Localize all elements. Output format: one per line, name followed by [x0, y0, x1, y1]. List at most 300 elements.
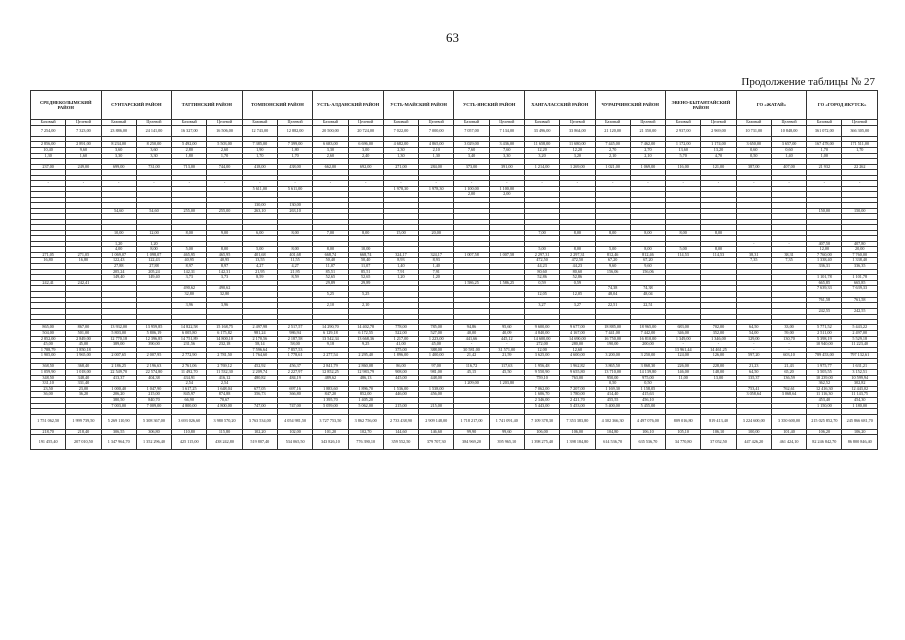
table-cell: 16,80	[66, 258, 101, 264]
table-cell: 142,31	[207, 269, 242, 275]
table-cell: 331,10	[31, 381, 66, 387]
table-cell: 785,00	[419, 325, 454, 331]
table-cell: 366,80	[277, 392, 312, 398]
table-cell: 102,70	[348, 429, 383, 435]
table-cell: -	[242, 181, 277, 187]
table-cell: 2 841,79	[313, 364, 348, 370]
table-cell: 9,60	[630, 264, 665, 270]
table-cell: 21,95	[242, 269, 277, 275]
table-cell: 191 455,40	[31, 435, 66, 450]
table-cell: 2 297,31	[560, 252, 595, 258]
table-cell: 8,97	[207, 264, 242, 270]
table-cell: 2,70	[595, 148, 630, 154]
table-cell: 5,00	[666, 247, 701, 253]
table-cell: 8,93	[419, 258, 454, 264]
table-cell: 226,00	[666, 364, 701, 370]
table-cell: 981,00	[419, 369, 454, 375]
table-cell: 759,10	[524, 375, 559, 381]
table-cell: 237,00	[31, 164, 66, 170]
table-cell: 11 143,75	[842, 392, 878, 398]
table-cell: 1,30	[419, 153, 454, 159]
table-cell: 1 395,70	[313, 398, 348, 404]
table-cell: 85,51	[348, 269, 383, 275]
table-cell: 13 959,85	[136, 325, 171, 331]
table-cell: 11 658,00	[524, 142, 559, 148]
table-cell: 306,80	[136, 429, 171, 435]
table-cell: 761,58	[842, 297, 878, 303]
table-cell: 50,40	[348, 258, 383, 264]
table-cell: 683,00	[666, 325, 701, 331]
table-cell: 10 848,00	[771, 126, 806, 137]
table-cell: 12,00	[136, 230, 171, 236]
table-cell: 1 217,00	[383, 336, 418, 342]
table-cell: 2 761,06	[172, 364, 207, 370]
table-cell: -	[383, 181, 418, 187]
table-cell: 1 741 091,40	[489, 414, 524, 429]
region-header: УСТЬ-АЛДАНСКИЙ РАЙОН	[313, 91, 384, 120]
table-cell: 271,00	[383, 164, 418, 170]
table-cell: 12 852,25	[313, 369, 348, 375]
table-cell: 534 065,50	[277, 435, 312, 450]
table-cell: 2 209,74	[242, 369, 277, 375]
table-cell: 150,00	[807, 208, 842, 214]
table-cell: 215,00	[383, 403, 418, 409]
table-cell: 407,50	[807, 241, 842, 247]
table-cell: -	[454, 342, 489, 348]
table-cell: 22 574,80	[136, 369, 171, 375]
table-cell: 242,41	[66, 280, 101, 286]
table-cell: 453,40	[807, 398, 842, 404]
table-cell: 20,00	[842, 247, 878, 253]
table-cell: 668,74	[348, 252, 383, 258]
table-cell: 231,56	[172, 342, 207, 348]
table-cell: 5 398,19	[807, 336, 842, 342]
table-cell: 418,00	[242, 164, 277, 170]
table-cell: 908,00	[383, 369, 418, 375]
table-cell: 11,55	[277, 258, 312, 264]
table-cell: 11,07	[348, 264, 383, 270]
table-cell: 3 029,00	[454, 142, 489, 148]
table-cell: 52,86	[524, 275, 559, 281]
table-cell: 10 239,00	[807, 375, 842, 381]
table-cell: 1 400,00	[419, 353, 454, 359]
table-cell: 5 611,00	[242, 186, 277, 192]
table-cell: 1,20	[101, 241, 136, 247]
table-cell: 3,20	[560, 153, 595, 159]
table-cell: 24 141,00	[136, 126, 171, 137]
table-cell: 37 052,50	[701, 435, 736, 450]
target-label: Целевой	[66, 120, 101, 126]
table-cell: 1 850,18	[66, 347, 101, 353]
table-cell: 5,00	[595, 247, 630, 253]
table-cell: 2 421,70	[560, 398, 595, 404]
table-cell: 271,05	[66, 252, 101, 258]
table-cell: 58,00	[277, 342, 312, 348]
table-cell: 9 550,90	[524, 369, 559, 375]
table-cell: 5 611,00	[277, 186, 312, 192]
table-cell: 3,73	[172, 275, 207, 281]
table-body	[31, 126, 878, 450]
region-header: ГО «ЖАТАЙ»	[736, 91, 807, 120]
table-cell: 4 167,00	[560, 330, 595, 336]
table-cell: 7,00	[313, 230, 348, 236]
table-cell: 7 000,00	[419, 126, 454, 137]
target-label: Целевой	[207, 120, 242, 126]
baseline-label: Базовый	[807, 120, 842, 126]
table-cell: 368,50	[31, 364, 66, 370]
table-cell: 114,53	[666, 252, 701, 258]
table-cell: 32,80	[207, 292, 242, 298]
page-number: 63	[446, 30, 459, 45]
table-cell: 58,14	[242, 342, 277, 348]
table-cell: 149,40	[101, 275, 136, 281]
table-cell: 2 511,00	[807, 330, 842, 336]
table-cell: 847,20	[313, 392, 348, 398]
table-cell: 12 983,79	[348, 369, 383, 375]
table-cell: 5,00	[172, 247, 207, 253]
table-cell: -	[277, 181, 312, 187]
table-cell: 489,62	[313, 375, 348, 381]
table-cell: 1 586,25	[454, 280, 489, 286]
table-cell: 1 538,00	[419, 386, 454, 392]
table-cell: 1 347 964,70	[101, 435, 136, 450]
table-cell: 4 682,00	[383, 142, 418, 148]
table-cell: 390,00	[136, 342, 171, 348]
table-cell: 1,70	[277, 153, 312, 159]
table-cell: 7 323,00	[66, 126, 101, 137]
table-cell: 4 800,00	[172, 403, 207, 409]
table-cell: 3 200,00	[595, 353, 630, 359]
table-cell: 343 826,10	[313, 435, 348, 450]
table-cell: 3 436,00	[489, 142, 524, 148]
table-cell: 3 058,64	[736, 392, 771, 398]
table-cell: 5 455,00	[630, 403, 665, 409]
table-row	[31, 435, 878, 450]
table-cell: 7 009,00	[136, 403, 171, 409]
table-cell: -	[771, 342, 806, 348]
table-cell: 677,05	[242, 386, 277, 392]
table-cell: 106,10	[701, 429, 736, 435]
table-cell: 23,00	[66, 386, 101, 392]
table-cell: 13,20	[701, 148, 736, 154]
table-cell: 1 346,00	[701, 336, 736, 342]
table-cell: 1 000,40	[101, 386, 136, 392]
table-cell: 3,30	[136, 153, 171, 159]
table-cell: 33 864,00	[560, 126, 595, 137]
table-cell: 456,10	[630, 398, 665, 404]
table-cell: 74,38	[630, 286, 665, 292]
table-cell: 40,95	[172, 258, 207, 264]
table-cell: 70,67	[207, 398, 242, 404]
table-cell: 242,55	[842, 308, 878, 314]
table-cell: 438 242,80	[207, 435, 242, 450]
table-cell: 8,00	[701, 247, 736, 253]
table-cell: 2,30	[383, 148, 418, 154]
table-cell: 1 975,77	[807, 364, 842, 370]
table-cell: 45,50	[489, 369, 524, 375]
table-cell: 12,60	[560, 347, 595, 353]
table-cell: 5 269 110,90	[101, 414, 136, 429]
table-cell: 14 461,25	[701, 347, 736, 353]
table-cell: 1 965,00	[66, 353, 101, 359]
table-cell: 1 209,00	[454, 381, 489, 387]
table-cell: 9 677,00	[560, 325, 595, 331]
table-cell: 255,00	[172, 208, 207, 214]
table-cell: 1 100,00	[489, 186, 524, 192]
table-cell: 12,05	[524, 292, 559, 298]
table-cell: 6,00	[242, 230, 277, 236]
table-cell: 7 639,33	[807, 286, 842, 292]
baseline-label: Базовый	[595, 120, 630, 126]
table-cell: 116,72	[454, 364, 489, 370]
table-cell: 2 781,50	[207, 353, 242, 359]
table-cell: 106,00	[524, 429, 559, 435]
table-cell: 52,65	[313, 275, 348, 281]
table-cell: -	[736, 181, 771, 187]
table-row	[31, 126, 878, 137]
table-cell: 1 778,61	[277, 353, 312, 359]
table-cell: 7,35	[736, 258, 771, 264]
table-cell: 3 350 600,00	[771, 414, 806, 429]
table-cell: 501,00	[66, 330, 101, 336]
table-cell: 2,70	[630, 148, 665, 154]
table-cell: 7 760,00	[807, 252, 842, 258]
table-cell: 110,80	[172, 429, 207, 435]
table-cell: 106,00	[560, 429, 595, 435]
table-cell: 1,70	[207, 153, 242, 159]
table-cell: 702,00	[701, 325, 736, 331]
table-cell: -	[771, 181, 806, 187]
baseline-label: Базовый	[454, 120, 489, 126]
table-cell: 324,17	[383, 252, 418, 258]
table-cell: 3,60	[136, 148, 171, 154]
table-cell: 3 068,64	[771, 392, 806, 398]
table-cell: 218,40	[66, 429, 101, 435]
table-cell: 331,40	[66, 381, 101, 387]
table-cell: 2 346,00	[524, 398, 559, 404]
table-cell: 146,00	[666, 369, 701, 375]
table-cell: 8,00	[560, 247, 595, 253]
table-cell: -	[736, 342, 771, 348]
table-cell: 9,00	[207, 230, 242, 236]
table-cell: 242,41	[31, 280, 66, 286]
table-cell: 0,50	[595, 381, 630, 387]
table-cell: 6 683,00	[313, 142, 348, 148]
table-cell: 336,35	[842, 264, 878, 270]
table-cell: 375,00	[383, 347, 418, 353]
table-cell: 1 349,00	[666, 336, 701, 342]
table-cell: 4,00	[101, 247, 136, 253]
table-cell: 2,10	[630, 153, 665, 159]
table-cell: 2 860,08	[348, 364, 383, 370]
table-cell: 1 536,00	[383, 386, 418, 392]
table-cell: 29,89	[313, 280, 348, 286]
table-cell: 44,23	[560, 264, 595, 270]
table-cell: 206,20	[101, 392, 136, 398]
table-cell: 74,38	[595, 286, 630, 292]
table-cell: 414,40	[595, 392, 630, 398]
table-cell: 50,40	[313, 258, 348, 264]
table-cell: 5 803,00	[101, 330, 136, 336]
table-cell: 156,06	[630, 269, 665, 275]
table-cell: 101,20	[313, 429, 348, 435]
table-cell: 14 751,89	[172, 336, 207, 342]
table-cell: 986,94	[277, 330, 312, 336]
table-cell: 1 586,25	[489, 280, 524, 286]
table-cell: 789 453,00	[807, 353, 842, 359]
table-cell: 1,40	[419, 264, 454, 270]
table-cell: 99,90	[454, 429, 489, 435]
table-cell: 20,00	[419, 230, 454, 236]
table-cell: 7,60	[454, 148, 489, 154]
table-cell: -	[207, 181, 242, 187]
table-cell: 401,68	[242, 252, 277, 258]
table-cell: 7 003,00	[101, 403, 136, 409]
table-cell: 7 399,00	[277, 142, 312, 148]
table-cell: 3 152,51	[842, 369, 878, 375]
table-cell: -	[136, 181, 171, 187]
table-cell: 20 500,00	[313, 126, 348, 137]
table-cell: 205,24	[136, 269, 171, 275]
region-header: СУНТАРСКИЙ РАЙОН	[101, 91, 172, 120]
table-cell: 130,00	[277, 203, 312, 209]
table-cell: 1 883,60	[313, 386, 348, 392]
table-cell: 100,00	[736, 429, 771, 435]
table-cell: 5 771,52	[807, 325, 842, 331]
table-cell: 40,00	[454, 330, 489, 336]
table-cell: 156,06	[595, 269, 630, 275]
table-cell: 1 203,80	[489, 381, 524, 387]
table-cell: 981,24	[242, 330, 277, 336]
baseline-label: Базовый	[31, 120, 66, 126]
table-cell: 13,60	[666, 148, 701, 154]
table-cell: 54,00	[736, 330, 771, 336]
table-cell: 697,16	[277, 386, 312, 392]
table-cell: 346,00	[666, 330, 701, 336]
table-cell: 5 453,00	[560, 403, 595, 409]
table-cell: 1 631,21	[842, 364, 878, 370]
table-cell: -	[736, 347, 771, 353]
table-cell: 3,96	[172, 303, 207, 309]
table-cell: 271,05	[31, 252, 66, 258]
table-cell: 1 398 275,40	[524, 435, 559, 450]
table-cell: 16 750,00	[595, 336, 630, 342]
table-cell: 249,00	[66, 164, 101, 170]
table-cell: 4 600,00	[560, 353, 595, 359]
table-cell: 1 617,25	[172, 386, 207, 392]
table-cell: 6 172,55	[348, 330, 383, 336]
target-label: Целевой	[136, 120, 171, 126]
table-cell: 121,00	[701, 164, 736, 170]
table-cell: 763,00	[560, 375, 595, 381]
table-cell: 54,60	[101, 208, 136, 214]
table-cell: 8,00	[630, 247, 665, 253]
table-cell: 1 718 217,00	[454, 414, 489, 429]
table-cell: 490,62	[172, 286, 207, 292]
table-cell: 3,40	[454, 153, 489, 159]
table-cell: 812,46	[595, 252, 630, 258]
table-cell: 1 098,07	[136, 252, 171, 258]
table-cell: 105,10	[666, 429, 701, 435]
table-cell: 522,00	[383, 330, 418, 336]
table-cell: 1 150,00	[807, 403, 842, 409]
table-cell: 456,37	[277, 364, 312, 370]
table-cell: 2,00	[489, 192, 524, 198]
table-cell: 747,00	[242, 403, 277, 409]
table-cell: 16,80	[31, 258, 66, 264]
table-cell: 3,73	[207, 275, 242, 281]
table-cell: -	[701, 181, 736, 187]
table-cell: 416,12	[207, 375, 242, 381]
table-cell: 1 007,58	[489, 252, 524, 258]
table-cell: 527,00	[419, 330, 454, 336]
table-cell: 2 733 438,90	[383, 414, 418, 429]
table-cell: 762,61	[771, 386, 806, 392]
table-cell: 840,70	[136, 398, 171, 404]
table-cell: 59,00	[771, 330, 806, 336]
table-cell: 13 710,00	[595, 369, 630, 375]
table-cell: 85,51	[313, 269, 348, 275]
table-cell: 126,00	[701, 353, 736, 359]
table-cell: 80,60	[524, 269, 559, 275]
table-cell: 31 571,00	[489, 347, 524, 353]
table-cell: 1 999 739,50	[66, 414, 101, 429]
table-cell: 2,60	[207, 148, 242, 154]
table-cell: 6 129,18	[313, 330, 348, 336]
region-header-row	[31, 91, 878, 120]
table-cell: 778,00	[383, 325, 418, 331]
table-cell: 3 868,30	[630, 364, 665, 370]
table-cell: 3 505,55	[807, 369, 842, 375]
table-cell: 4,27	[242, 264, 277, 270]
table-cell: 40,95	[207, 258, 242, 264]
table-cell: 1 059,90	[31, 369, 66, 375]
table-cell: 761,58	[807, 297, 842, 303]
table-cell: 1,20	[419, 275, 454, 281]
table-cell: 116,00	[666, 164, 701, 170]
table-cell: 48,04	[630, 292, 665, 298]
table-cell: 14 822,58	[172, 325, 207, 331]
table-cell: 7 462,00	[630, 142, 665, 148]
table-cell: 362,52	[807, 381, 842, 387]
baseline-label: Базовый	[524, 120, 559, 126]
table-cell: 82 246 842,70	[807, 435, 842, 450]
table-cell: 465,95	[172, 252, 207, 258]
table-cell: 3,60	[101, 148, 136, 154]
table-cell: 114,53	[701, 252, 736, 258]
table-cell: 3 763 534,00	[242, 414, 277, 429]
table-cell: 9,18	[313, 342, 348, 348]
table-cell: 1 780,00	[560, 392, 595, 398]
table-cell: 167 478,00	[807, 142, 842, 148]
table-cell: 190,00	[595, 342, 630, 348]
target-label: Целевой	[560, 120, 595, 126]
table-cell: 1,20	[136, 241, 171, 247]
table-cell: 122,43	[136, 258, 171, 264]
table-cell: 2,60	[313, 153, 348, 159]
table-cell: 1 905,00	[31, 353, 66, 359]
table-cell: 14 690,00	[560, 336, 595, 342]
table-cell: 10,00	[101, 230, 136, 236]
table-cell: 3 980 570,20	[207, 414, 242, 429]
table-cell: 22 549,70	[101, 369, 136, 375]
table-cell: 379 707,30	[419, 435, 454, 450]
table-cell: 472,50	[524, 258, 559, 264]
table-cell: 387,00	[736, 164, 771, 170]
table-cell: 8 250,00	[136, 142, 171, 148]
table-cell: 80,60	[560, 269, 595, 275]
table-cell: 11 223,40	[842, 342, 878, 348]
